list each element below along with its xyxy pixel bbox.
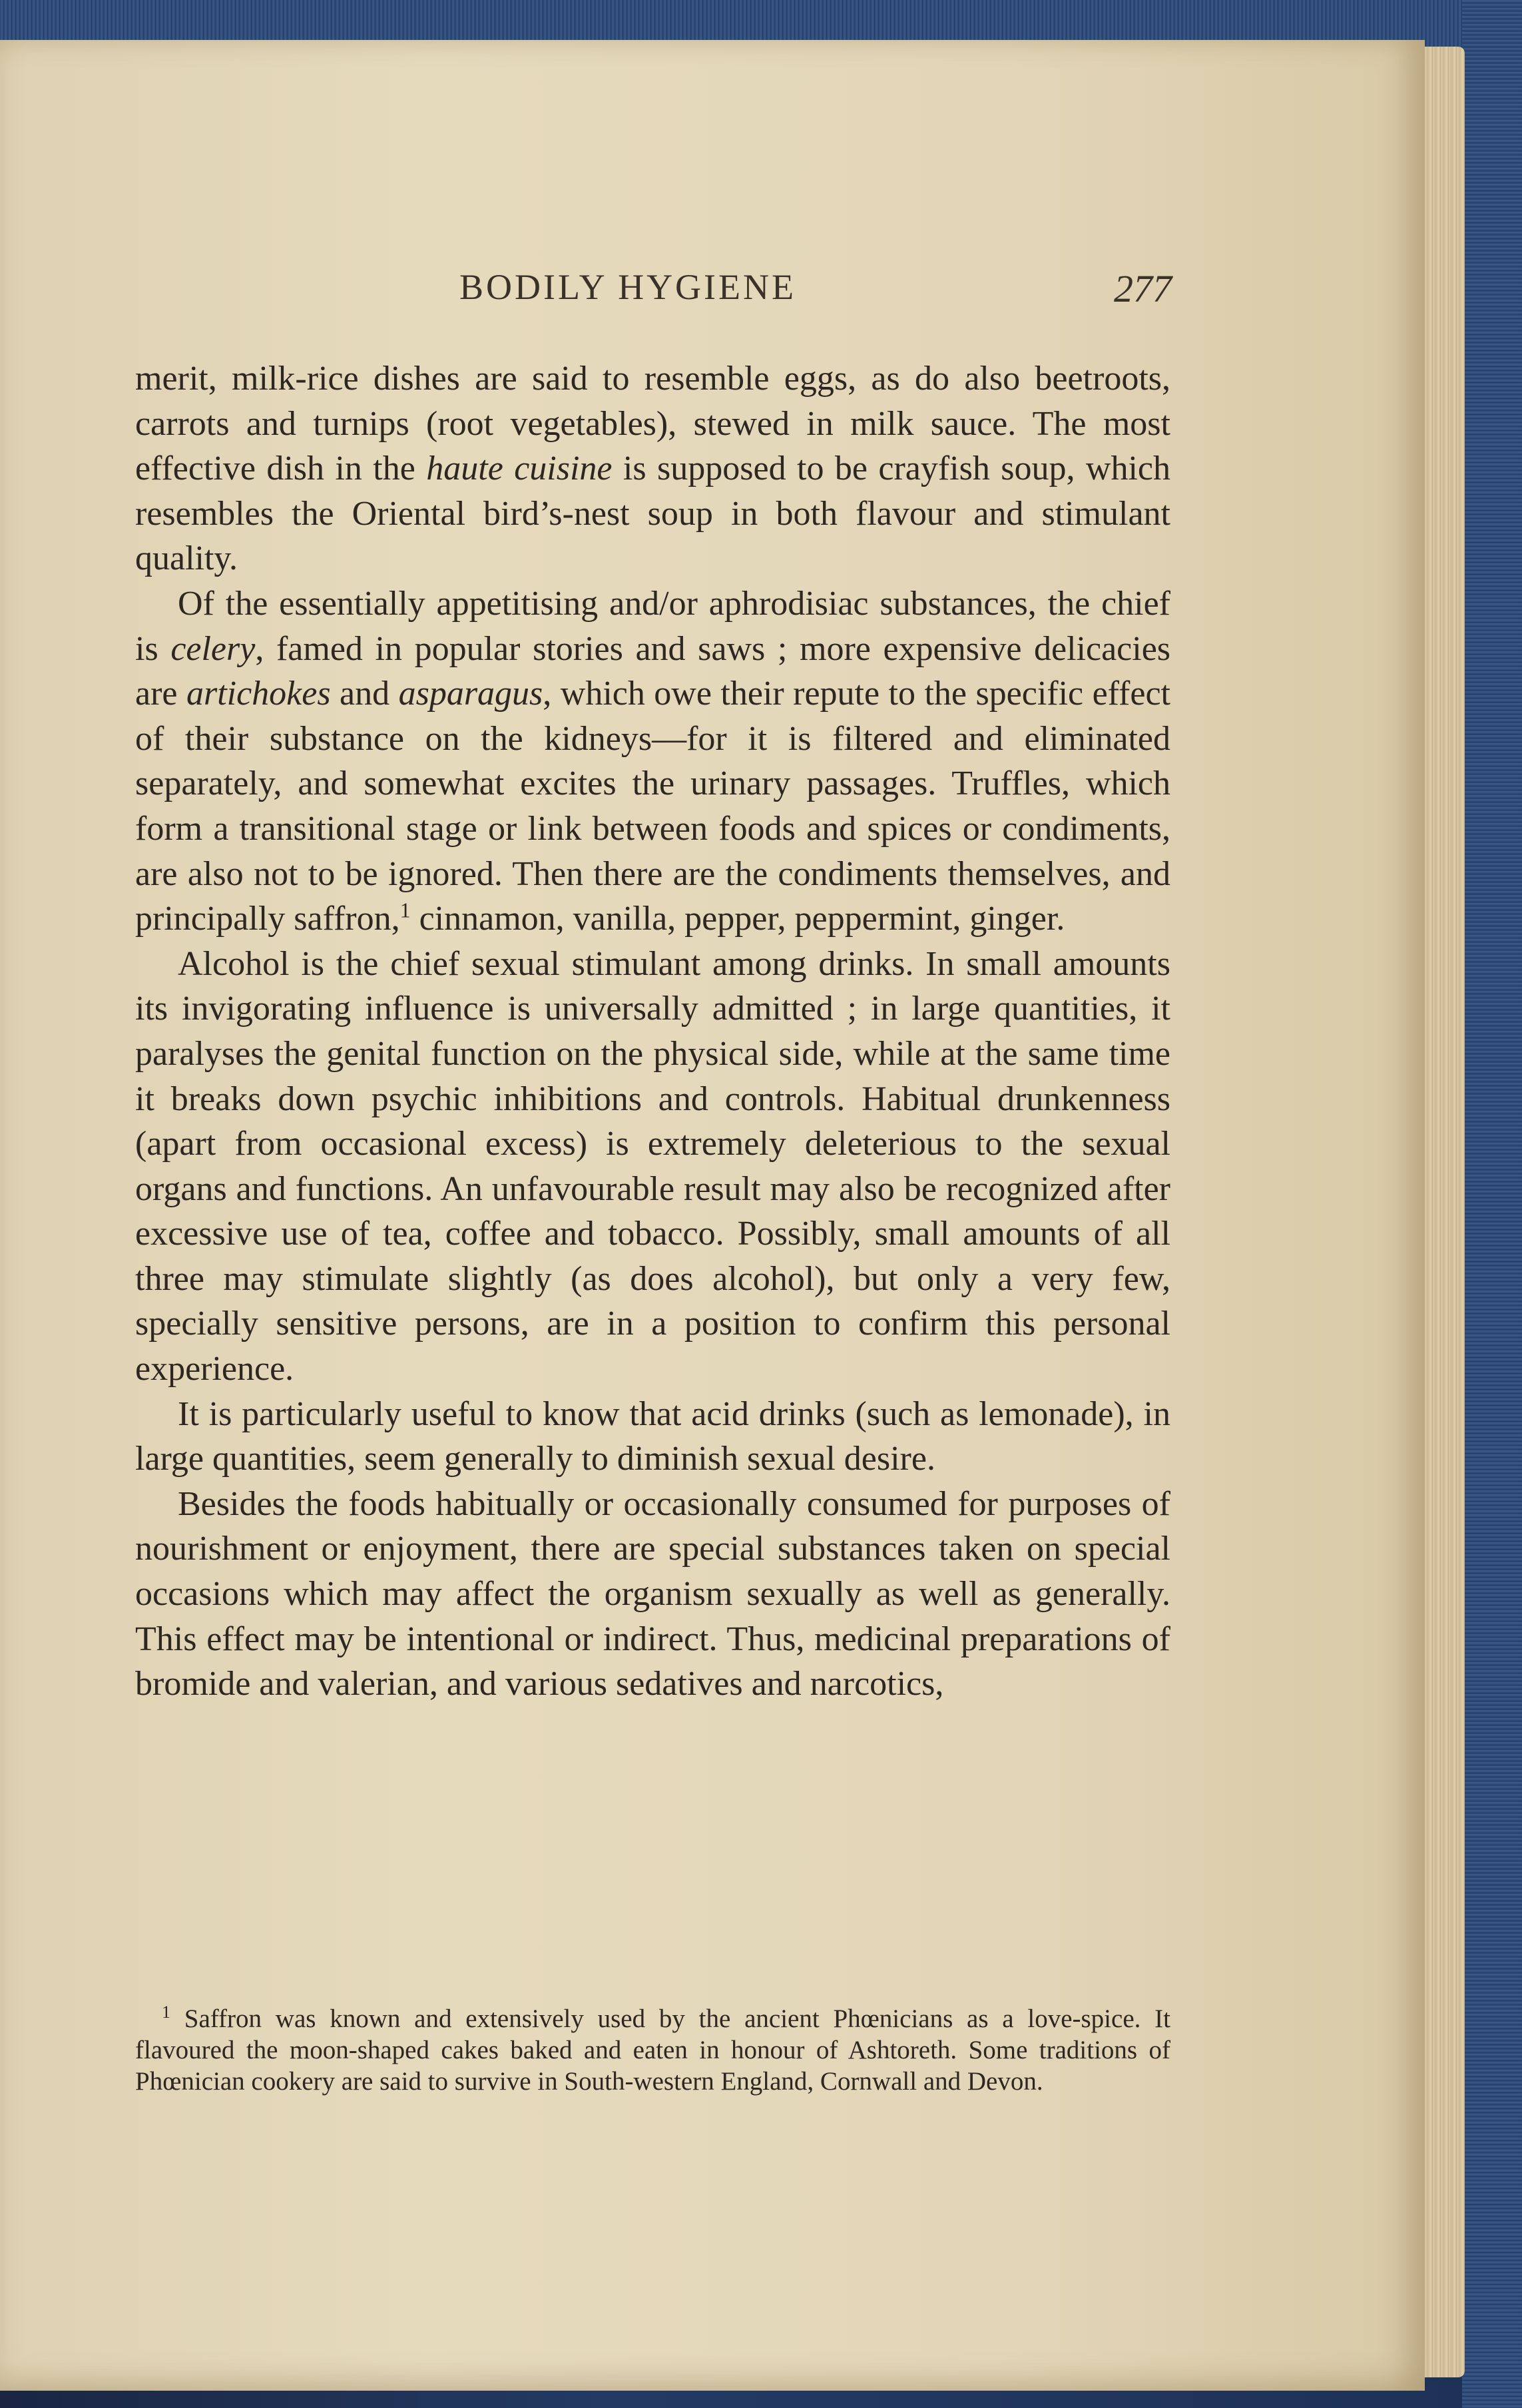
footnote-reference: 1	[399, 898, 411, 922]
body-text	[135, 356, 1170, 1707]
text-run: It is particularly useful to know that acid drinks (such as lemonade), in large quantities, seem generally to diminish sexual desire.	[135, 1394, 1170, 1478]
book-page	[0, 40, 1425, 2391]
running-title: BODILY HYGIENE	[459, 267, 797, 307]
text-run: Alcohol is the chief sexual stimulant among drinks. In small amounts its invigorating influence is universally admitted ; in large quantities, it paralyses the genital function on the physical side, while at the same time it breaks down psychic inhibitions and controls. Habitual drunkenness (apart from occasional excess) is extremely deleterious to the sexual organs and functions. An unfavourable result may also be recognized after excessive use of tea, coffee and tobacco. Possibly, small amounts of all three may stimulate slightly (as does alcohol), but only a very few, specially sensitive persons, are in a position to confirm this personal experience.	[135, 944, 1170, 1388]
text-run: , which owe their repute to the specific effect of their substance on the kidneys—for it is filtered and eliminated separately, and somewhat excites the urinary passages. Truffles, which form a transitional stage or link between foods and spices or condiments, are also not to be ignored. Then there are the condiments themselves, and principally saffron,	[135, 675, 1170, 938]
footnote-marker: 1	[162, 2002, 170, 2022]
paragraph	[135, 1482, 1170, 1707]
italic-term: celery	[170, 629, 256, 668]
italic-term: asparagus	[398, 675, 543, 713]
cover-right-edge	[1462, 0, 1522, 2408]
paragraph	[135, 581, 1170, 942]
text-run: merit, milk-rice dishes are said to resemble eggs, as do also beetroots, carrots and turnips (root vegetables), stewed in milk sauce. The most effective dish in the	[135, 360, 1170, 488]
text-run: is supposed to be crayfish soup, which resembles the Oriental bird’s-nest soup in both flavour and stimulant quality.	[135, 450, 1170, 578]
text-run: cinnamon, vanilla, pepper, peppermint, ginger.	[410, 900, 1065, 938]
footnote-text: Saffron was known and extensively used by the ancient Phœnicians as a love-spice. It flavoured the moon-shaped cakes baked and eaten in honour of Ashtoreth. Some traditions of Phœnician cookery are said to survive in South-western England, Cornwall and Devon.	[135, 2004, 1170, 2096]
text-run: Of the essentially appetitising and/or aphrodisiac substances, the chief is	[135, 584, 1170, 668]
text-run: , famed in popular stories and saws ; more expensive delicacies are	[135, 629, 1171, 713]
paragraph	[135, 356, 1170, 581]
paragraph	[135, 1392, 1170, 1482]
page-number: 277	[1114, 267, 1172, 310]
running-head	[133, 266, 1172, 320]
footnote	[135, 2003, 1170, 2097]
paragraph	[135, 942, 1170, 1392]
italic-term: artichokes	[186, 675, 331, 713]
italic-term: haute cuisine	[426, 450, 613, 488]
text-run: Besides the foods habitually or occasionally consumed for purposes of nourishment or enjoyment, there are special substances taken on special occasions which may affect the organism sexually as well as generally. This effect may be intentional or indirect. Thus, medicinal preparations of bromide and valerian, and various sedatives and narcotics,	[135, 1484, 1170, 1703]
text-run: and	[330, 675, 399, 713]
